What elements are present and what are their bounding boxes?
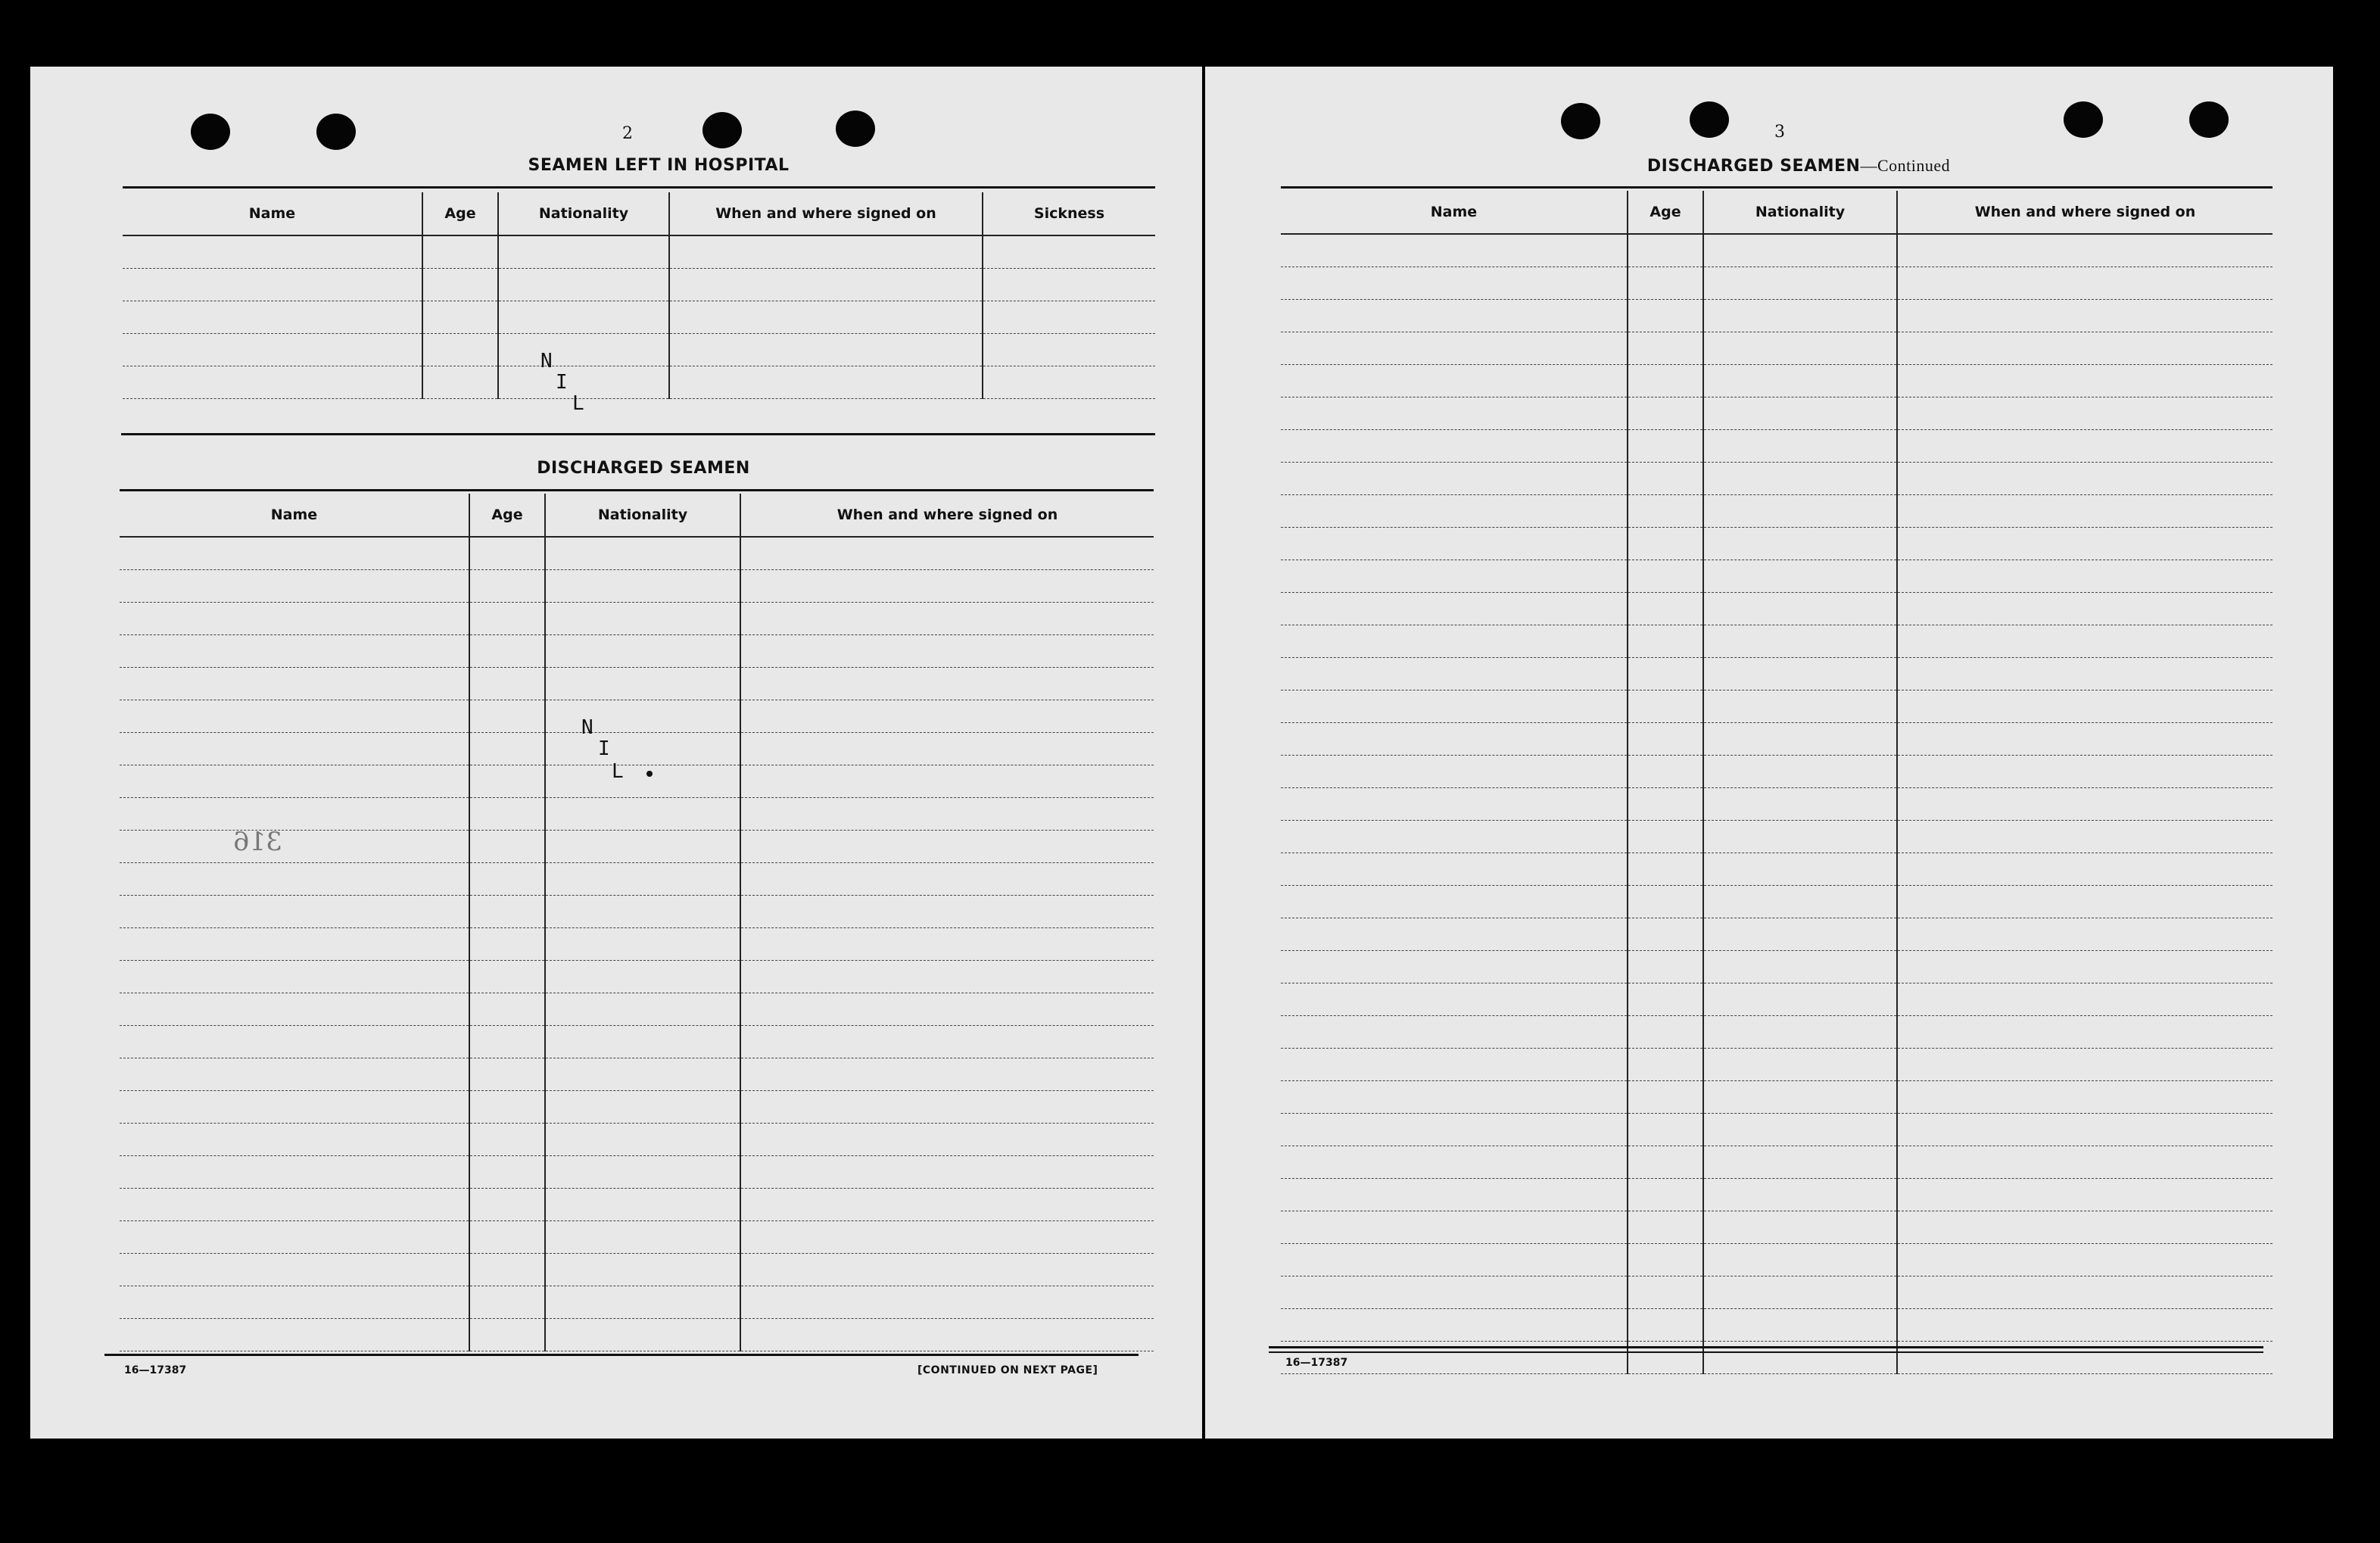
table-row xyxy=(1281,1276,2273,1309)
page-number: 3 xyxy=(1774,123,1785,142)
column-header-nationality: Nationality xyxy=(545,494,740,537)
form-code: 16—17387 xyxy=(124,1364,187,1376)
table-row xyxy=(1281,560,2273,593)
table-row xyxy=(120,700,1154,733)
table-row xyxy=(1281,234,2273,267)
bottom-rule xyxy=(1269,1346,2263,1348)
nil-entry-letter: L xyxy=(572,392,584,415)
table-row xyxy=(1281,365,2273,397)
punch-hole xyxy=(2064,101,2103,138)
hospital-table xyxy=(123,192,1155,399)
table-row xyxy=(1281,951,2273,983)
table-row xyxy=(1281,300,2273,332)
table-row xyxy=(1281,528,2273,560)
table-row xyxy=(1281,723,2273,756)
column-header-sickness: Sickness xyxy=(983,192,1155,235)
table-row xyxy=(120,1189,1154,1221)
table-row xyxy=(1281,463,2273,495)
top-rule xyxy=(123,186,1155,189)
table-row xyxy=(120,993,1154,1026)
table-row xyxy=(123,334,1155,366)
table-row xyxy=(1281,853,2273,886)
hospital-section-title: SEAMEN LEFT IN HOSPITAL xyxy=(528,156,790,175)
table-row xyxy=(123,366,1155,399)
section-rule xyxy=(121,433,1155,435)
table-row xyxy=(120,635,1154,668)
ink-dot xyxy=(646,771,653,777)
punch-hole xyxy=(702,112,742,148)
table-row xyxy=(120,537,1154,570)
column-header-age: Age xyxy=(422,192,498,235)
table-row xyxy=(1281,983,2273,1016)
table-row xyxy=(1281,430,2273,463)
table-row xyxy=(120,1286,1154,1319)
title-text: DISCHARGED SEAMEN xyxy=(1646,157,1861,176)
nil-entry-letter: L xyxy=(612,760,624,783)
table-row xyxy=(120,765,1154,798)
table-row xyxy=(1281,267,2273,300)
continued-note: [CONTINUED ON NEXT PAGE] xyxy=(917,1364,1098,1376)
column-header-signed-on: When and where signed on xyxy=(669,192,983,235)
right-page xyxy=(1205,67,2333,1439)
table-row xyxy=(120,570,1154,603)
table-row xyxy=(1281,1244,2273,1276)
title-suffix: —Continued xyxy=(1860,156,1951,175)
table-row xyxy=(120,1319,1154,1351)
bottom-rule xyxy=(1269,1351,2263,1353)
table-row xyxy=(120,1254,1154,1286)
table-row xyxy=(1281,625,2273,658)
table-row xyxy=(1281,886,2273,918)
form-code: 16—17387 xyxy=(1285,1357,1348,1369)
top-rule xyxy=(1281,186,2273,189)
left-page xyxy=(30,67,1202,1439)
table-row xyxy=(1281,1049,2273,1081)
column-header-name: Name xyxy=(1281,191,1628,234)
page-number: 2 xyxy=(622,124,633,143)
nil-entry-letter: N xyxy=(540,350,553,373)
table-row xyxy=(1281,788,2273,821)
table-row xyxy=(1281,1081,2273,1114)
table-row xyxy=(1281,1211,2273,1244)
nil-entry-letter: N xyxy=(581,716,593,739)
table-row xyxy=(120,1091,1154,1124)
column-header-nationality: Nationality xyxy=(1703,191,1897,234)
column-header-signed-on: When and where signed on xyxy=(1897,191,2273,234)
column-header-name: Name xyxy=(120,494,469,537)
table-row xyxy=(123,269,1155,301)
table-row xyxy=(120,863,1154,896)
discharged-continued-table xyxy=(1281,191,2273,1374)
table-row xyxy=(123,235,1155,269)
table-row xyxy=(120,928,1154,961)
top-rule xyxy=(120,489,1154,491)
column-header-signed-on: When and where signed on xyxy=(740,494,1154,537)
table-row xyxy=(1281,332,2273,365)
table-row xyxy=(120,603,1154,635)
table-row xyxy=(1281,1146,2273,1179)
table-row xyxy=(120,1124,1154,1156)
table-row xyxy=(120,668,1154,700)
table-row xyxy=(1281,397,2273,430)
punch-hole xyxy=(1561,103,1600,139)
table-row xyxy=(120,1156,1154,1189)
punch-hole xyxy=(316,114,356,150)
table-row xyxy=(1281,756,2273,788)
table-row xyxy=(120,733,1154,765)
punch-hole xyxy=(2189,101,2229,138)
table-row xyxy=(1281,593,2273,625)
table-row xyxy=(1281,1179,2273,1211)
discharged-table xyxy=(120,494,1154,1351)
table-row xyxy=(120,1221,1154,1254)
table-row xyxy=(120,1026,1154,1058)
table-row xyxy=(1281,1114,2273,1146)
table-row xyxy=(1281,1016,2273,1049)
table-row xyxy=(123,301,1155,334)
discharged-section-title: DISCHARGED SEAMEN xyxy=(537,459,750,478)
punch-hole xyxy=(836,111,875,147)
bottom-rule xyxy=(104,1354,1139,1356)
discharged-section-title xyxy=(1473,156,2124,176)
table-row xyxy=(1281,658,2273,690)
table-row xyxy=(1281,1309,2273,1342)
nil-entry-letter: I xyxy=(556,371,568,394)
table-row xyxy=(120,1058,1154,1091)
table-row xyxy=(120,961,1154,993)
punch-hole xyxy=(191,114,230,150)
table-row xyxy=(1281,821,2273,853)
faded-stamp: 316 xyxy=(233,827,282,857)
column-header-name: Name xyxy=(123,192,422,235)
table-row xyxy=(120,896,1154,928)
nil-entry-letter: I xyxy=(598,737,610,760)
table-row xyxy=(120,798,1154,831)
column-header-age: Age xyxy=(469,494,545,537)
punch-hole xyxy=(1690,101,1729,138)
table-row xyxy=(1281,690,2273,723)
column-header-age: Age xyxy=(1628,191,1703,234)
table-row xyxy=(1281,918,2273,951)
table-row xyxy=(1281,495,2273,528)
column-header-nationality: Nationality xyxy=(498,192,669,235)
